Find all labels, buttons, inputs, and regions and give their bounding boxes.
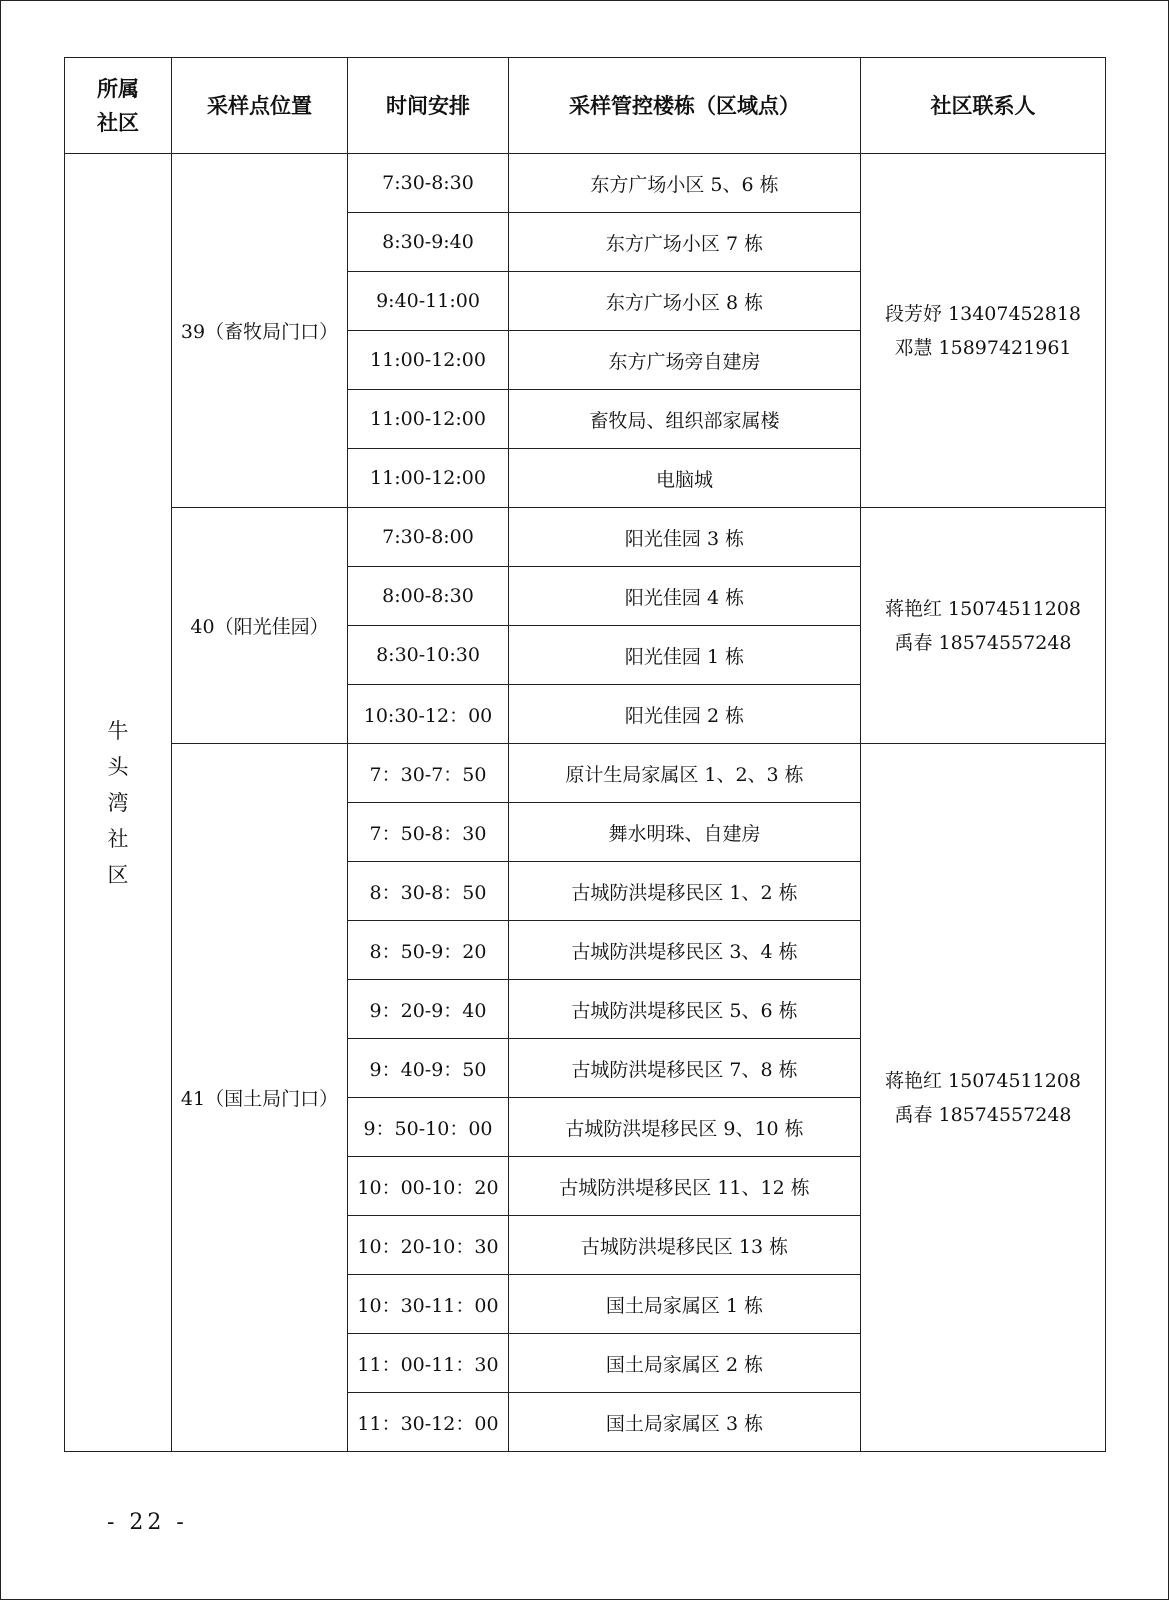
time-cell: 10:30-12：00: [348, 685, 509, 744]
contact-line: 禹春 18574557248: [894, 1103, 1072, 1126]
buildings-cell: 东方广场小区 7 栋: [509, 213, 861, 272]
buildings-cell: 畜牧局、组织部家属楼: [509, 390, 861, 449]
buildings-cell: 阳光佳园 1 栋: [509, 626, 861, 685]
time-cell: 11:00-12:00: [348, 390, 509, 449]
contact-cell: [861, 508, 1106, 744]
buildings-cell: 阳光佳园 4 栋: [509, 567, 861, 626]
contact-line: 蒋艳红 15074511208: [884, 1069, 1081, 1092]
contact-line: 邓慧 15897421961: [894, 336, 1072, 359]
time-cell: 7：30-7：50: [348, 744, 509, 803]
time-cell: 9：20-9：40: [348, 980, 509, 1039]
buildings-cell: 国土局家属区 2 栋: [509, 1334, 861, 1393]
buildings-cell: 阳光佳园 2 栋: [509, 685, 861, 744]
time-cell: 11：30-12：00: [348, 1393, 509, 1452]
header-community: 所属社区: [65, 58, 172, 154]
contact-cell: [861, 744, 1106, 1452]
time-cell: 11:00-12:00: [348, 449, 509, 508]
buildings-cell: 古城防洪堤移民区 1、2 栋: [509, 862, 861, 921]
time-cell: 10：30-11：00: [348, 1275, 509, 1334]
contact-line: 蒋艳红 15074511208: [884, 597, 1081, 620]
buildings-cell: 电脑城: [509, 449, 861, 508]
buildings-cell: 古城防洪堤移民区 3、4 栋: [509, 921, 861, 980]
time-cell: 8:00-8:30: [348, 567, 509, 626]
contact-cell: [861, 154, 1106, 508]
header-contact: 社区联系人: [861, 58, 1106, 154]
time-cell: 7：50-8：30: [348, 803, 509, 862]
time-cell: 7:30-8:30: [348, 154, 509, 213]
header-time: 时间安排: [348, 58, 509, 154]
site-location: 40（阳光佳园）: [172, 508, 348, 744]
buildings-cell: 东方广场小区 5、6 栋: [509, 154, 861, 213]
buildings-cell: 古城防洪堤移民区 13 栋: [509, 1216, 861, 1275]
time-cell: 11:00-12:00: [348, 331, 509, 390]
header-buildings: 采样管控楼栋（区域点）: [509, 58, 861, 154]
time-cell: 7:30-8:00: [348, 508, 509, 567]
buildings-cell: 古城防洪堤移民区 11、12 栋: [509, 1157, 861, 1216]
buildings-cell: 东方广场旁自建房: [509, 331, 861, 390]
page-number: - 22 -: [107, 1510, 188, 1535]
time-cell: 8：50-9：20: [348, 921, 509, 980]
sampling-schedule-table: [64, 57, 1106, 1452]
time-cell: 8：30-8：50: [348, 862, 509, 921]
buildings-cell: 原计生局家属区 1、2、3 栋: [509, 744, 861, 803]
time-cell: 11：00-11：30: [348, 1334, 509, 1393]
table-row: [65, 744, 1106, 803]
table-row: [65, 508, 1106, 567]
buildings-cell: 国土局家属区 3 栋: [509, 1393, 861, 1452]
site-location: 39（畜牧局门口）: [172, 154, 348, 508]
table-row: [65, 154, 1106, 213]
buildings-cell: 古城防洪堤移民区 7、8 栋: [509, 1039, 861, 1098]
time-cell: 9:40-11:00: [348, 272, 509, 331]
time-cell: 8:30-10:30: [348, 626, 509, 685]
buildings-cell: 古城防洪堤移民区 5、6 栋: [509, 980, 861, 1039]
time-cell: 9：50-10：00: [348, 1098, 509, 1157]
time-cell: 10：00-10：20: [348, 1157, 509, 1216]
header-site: 采样点位置: [172, 58, 348, 154]
buildings-cell: 阳光佳园 3 栋: [509, 508, 861, 567]
buildings-cell: 国土局家属区 1 栋: [509, 1275, 861, 1334]
table-header-row: [65, 58, 1106, 154]
buildings-cell: 舞水明珠、自建房: [509, 803, 861, 862]
contact-line: 段芳妤 13407452818: [884, 302, 1081, 325]
buildings-cell: 东方广场小区 8 栋: [509, 272, 861, 331]
time-cell: 8:30-9:40: [348, 213, 509, 272]
time-cell: 9：40-9：50: [348, 1039, 509, 1098]
contact-line: 禹春 18574557248: [894, 631, 1072, 654]
time-cell: 10：20-10：30: [348, 1216, 509, 1275]
community-cell: 牛头湾社区: [65, 154, 172, 1452]
buildings-cell: 古城防洪堤移民区 9、10 栋: [509, 1098, 861, 1157]
site-location: 41（国土局门口）: [172, 744, 348, 1452]
